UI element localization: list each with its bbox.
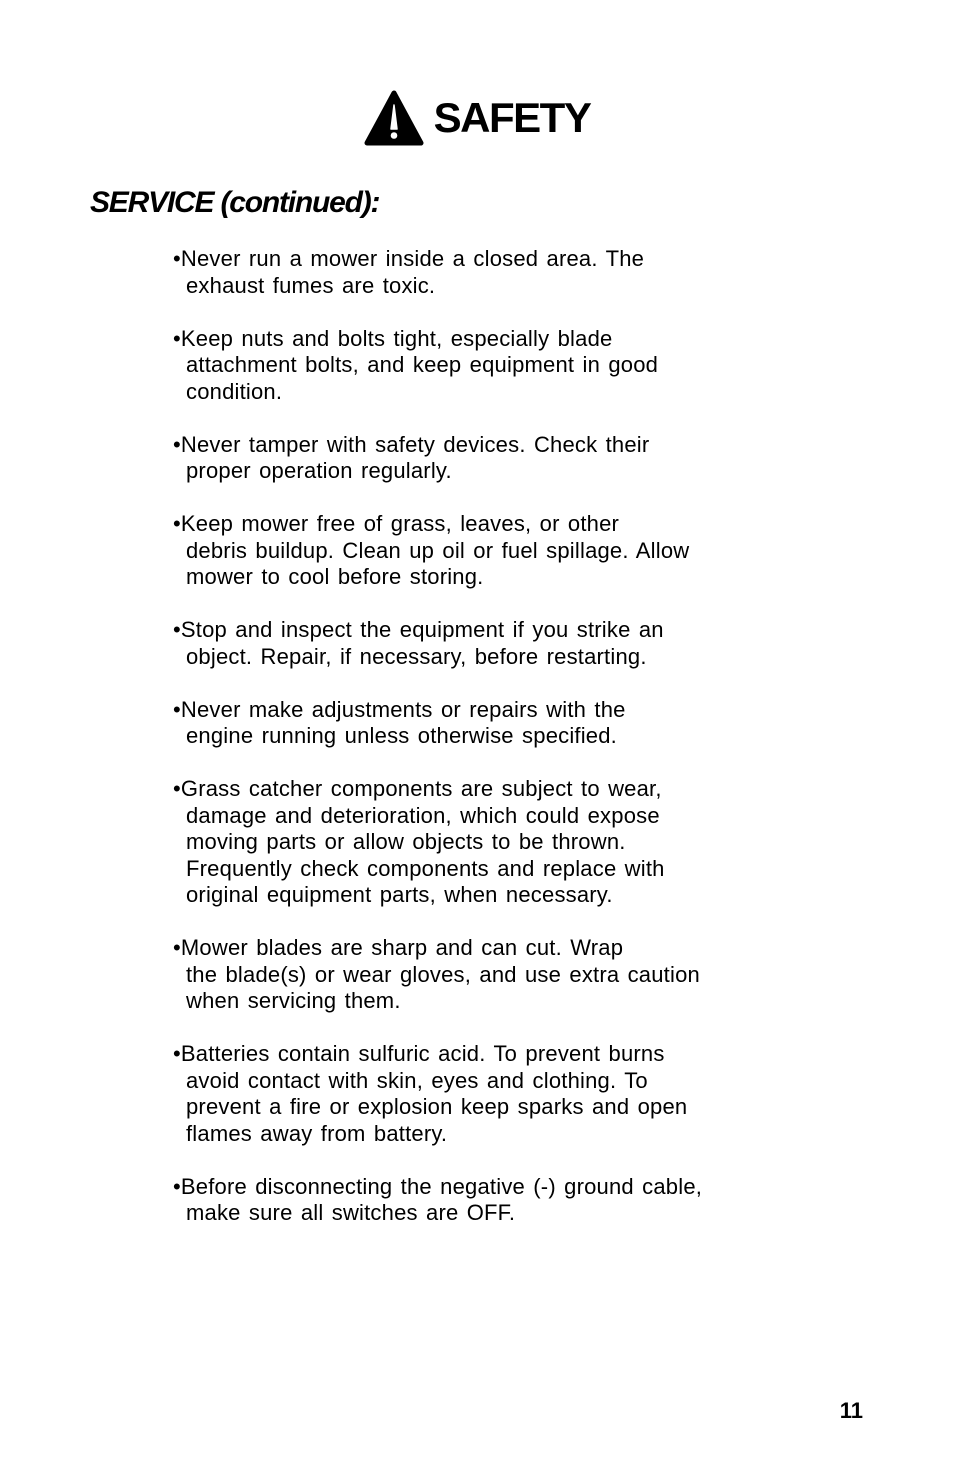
warning-triangle-icon xyxy=(364,90,424,146)
list-item-line: debris buildup. Clean up oil or fuel spillage. Allow xyxy=(186,537,690,563)
safety-list-item xyxy=(173,697,793,750)
section-heading: SERVICE (continued): xyxy=(90,186,380,219)
safety-list-item xyxy=(173,511,793,591)
list-item-line: condition. xyxy=(186,378,283,404)
list-item-line: moving parts or allow objects to be thrown. xyxy=(186,829,626,854)
list-item-line: attachment bolts, and keep equipment in good xyxy=(186,352,659,377)
safety-list-item xyxy=(173,617,793,670)
page-number: 11 xyxy=(839,1398,863,1423)
safety-list-item xyxy=(173,246,793,299)
list-item-line: original equipment parts, when necessary. xyxy=(186,882,613,907)
list-item-line: mower to cool before storing. xyxy=(186,564,484,589)
safety-list-item xyxy=(173,1174,793,1227)
list-item-first-line: • Keep mower free of grass, leaves, or other xyxy=(173,511,793,538)
list-item-line: prevent a fire or explosion keep sparks and open xyxy=(186,1094,688,1119)
list-item-line: the blade(s) or wear gloves, and use extra caution xyxy=(186,961,700,987)
page-title: SAFETY xyxy=(433,94,591,141)
safety-list-item xyxy=(173,326,793,406)
list-item-first-line: • Stop and inspect the equipment if you strike an xyxy=(173,617,793,644)
list-item-line: object. Repair, if necessary, before restarting. xyxy=(186,643,647,669)
list-item-line: engine running unless otherwise specified. xyxy=(186,723,617,748)
list-item-line: avoid contact with skin, eyes and clothing. To xyxy=(186,1067,648,1093)
safety-list xyxy=(173,246,793,1253)
list-item-line: exhaust fumes are toxic. xyxy=(186,272,436,298)
list-item-first-line: • Before disconnecting the negative (-) ground cable, xyxy=(173,1174,793,1201)
safety-list-item xyxy=(173,776,793,909)
list-item-line: when servicing them. xyxy=(186,988,401,1013)
list-item-first-line: • Keep nuts and bolts tight, especially blade xyxy=(173,326,793,353)
safety-list-item xyxy=(173,1041,793,1147)
list-item-line: make sure all switches are OFF. xyxy=(186,1200,516,1225)
list-item-first-line: • Mower blades are sharp and can cut. Wrap xyxy=(173,935,793,962)
list-item-first-line: • Grass catcher components are subject to wear, xyxy=(173,776,793,803)
list-item-first-line: • Never run a mower inside a closed area. The xyxy=(173,246,793,273)
list-item-first-line: • Never tamper with safety devices. Check their xyxy=(173,432,793,459)
safety-list-item xyxy=(173,432,793,485)
page-header xyxy=(0,88,954,148)
list-item-line: flames away from battery. xyxy=(186,1120,448,1146)
safety-list-item xyxy=(173,935,793,1015)
list-item-first-line: • Never make adjustments or repairs with the xyxy=(173,697,793,724)
list-item-line: proper operation regularly. xyxy=(186,458,452,483)
list-item-first-line: • Batteries contain sulfuric acid. To prevent burns xyxy=(173,1041,793,1068)
list-item-line: Frequently check components and replace with xyxy=(186,855,665,881)
list-item-line: damage and deterioration, which could expose xyxy=(186,802,660,828)
